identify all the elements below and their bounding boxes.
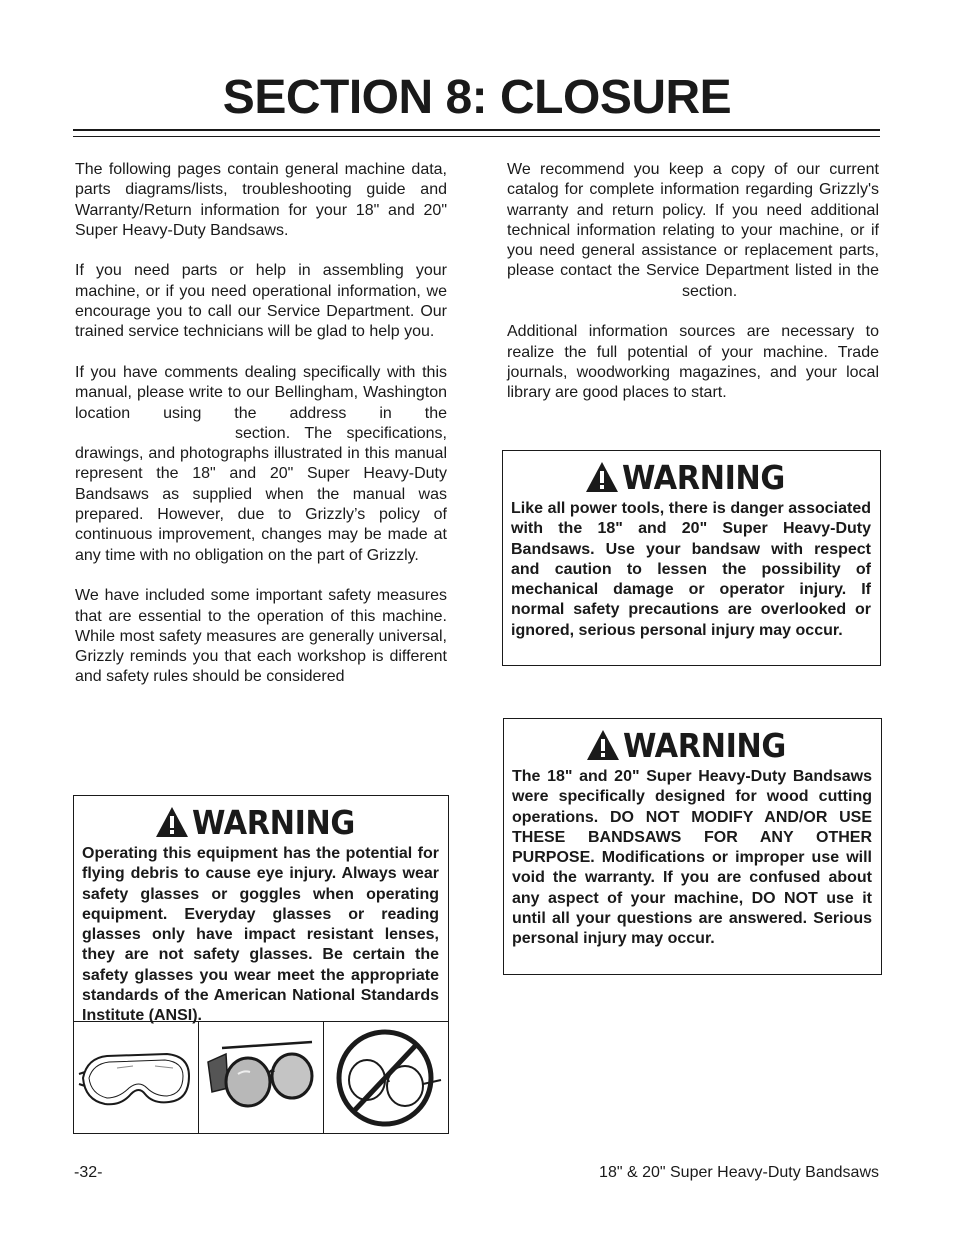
intro-paragraph: The following pages contain general machine data, parts diagrams/lists, troubleshooting guide and Warranty/Return information for your 18" and 20" Super Heavy-Duty Bandsaws. — [75, 161, 447, 239]
warning-title: WARNING — [623, 725, 786, 765]
page-number: -32- — [74, 1164, 103, 1181]
comments-paragraph — [75, 363, 447, 566]
no-everyday-glasses-icon — [327, 1028, 445, 1128]
right-column — [507, 160, 879, 424]
comments-text-b: section. The specifications, drawings, and photographs illustrated in this manual represent the 18" and 20" Super Heavy-Duty Bandsaws as supplied when the manual was prepared. However, due to Grizzly’s policy of continuous improvement, changes may be made at any time with no obligation on the part of Grizzly. — [75, 424, 447, 564]
page-title: SECTION 8: CLOSURE — [222, 71, 732, 124]
warning-box-purpose — [503, 718, 882, 975]
exclamation-triangle-icon — [585, 728, 621, 762]
glasses-illustrations — [74, 1021, 448, 1133]
catalog-text-b: section. — [682, 282, 738, 300]
warning-box-danger — [502, 450, 881, 666]
warning-title: WARNING — [191, 802, 355, 842]
prohibited-glasses-cell — [323, 1022, 448, 1133]
product-name: 18" & 20" Super Heavy-Duty Bandsaws — [599, 1164, 879, 1181]
catalog-paragraph — [507, 160, 879, 302]
safety-paragraph: We have included some important safety measures that are essential to the operation of this machine. While most safety measures are generally universal, Grizzly reminds you that each workshop is different and safety rules should be considered — [75, 587, 447, 686]
warning-text: The 18" and 20" Super Heavy-Duty Bandsaws were specifically designed for wood cutting operations. DO NOT MODIFY AND/OR USE THESE BANDSAWS FOR ANY OTHER PURPOSE. Modifications or improper use will void the warranty. If you are confused about any aspect of your machine, DO NOT use it until all your questions are answered. Serious personal injury may occur. — [512, 768, 872, 948]
warning-text: Like all power tools, there is danger associated with the 18" and 20" Super Heavy-Duty Bandsaws. Use your bandsaw with respect and caution to lessen the possibility of mechanical damage or operator injury. If normal safety precautions are overlooked or ignored, serious personal injury may occur. — [511, 500, 871, 639]
comments-text-a: If you have comments dealing specifically with this manual, please write to our Bellingham, Washington location using the address in the — [75, 363, 447, 422]
warning-header — [504, 723, 881, 767]
warning-text: Operating this equipment has the potential for flying debris to cause eye injury. Always wear safety glasses or goggles when operating equipment. Everyday glasses or reading glasses only have impact resistant lenses, they are not safety glasses. Be certain the safety glasses you wear meet the appropriate standards of the American National Standards Institute (ANSI). — [82, 845, 439, 1025]
info-sources-paragraph: Additional information sources are necessary to realize the full potential of your machine. Trade journals, woodworking magazines, and your local library are good places to start. — [507, 323, 879, 402]
exclamation-triangle-icon — [584, 460, 620, 494]
safety-goggles-icon — [77, 1028, 195, 1128]
safety-glasses-icon — [202, 1028, 320, 1128]
warning-title: WARNING — [622, 457, 785, 497]
warning-box-eye-protection — [73, 795, 449, 1134]
title-rule-thin — [73, 136, 880, 137]
goggles-cell — [74, 1022, 198, 1133]
side-shield-glasses-cell — [198, 1022, 323, 1133]
warning-header — [74, 800, 448, 844]
service-paragraph: If you need parts or help in assembling your machine, or if you need operational information, we encourage you to call our Service Department. Our trained service technicians will be glad to help you. — [75, 262, 447, 341]
left-column — [75, 160, 447, 708]
exclamation-triangle-icon — [154, 805, 190, 839]
title-rule-thick — [73, 129, 880, 131]
warning-header — [503, 455, 880, 499]
catalog-text-a: We recommend you keep a copy of our current catalog for complete information regarding Grizzly's warranty and return policy. If you need additional technical information relating to your machine, or if you need general assistance or replacement parts, please contact the Service Department listed in the — [507, 161, 879, 280]
